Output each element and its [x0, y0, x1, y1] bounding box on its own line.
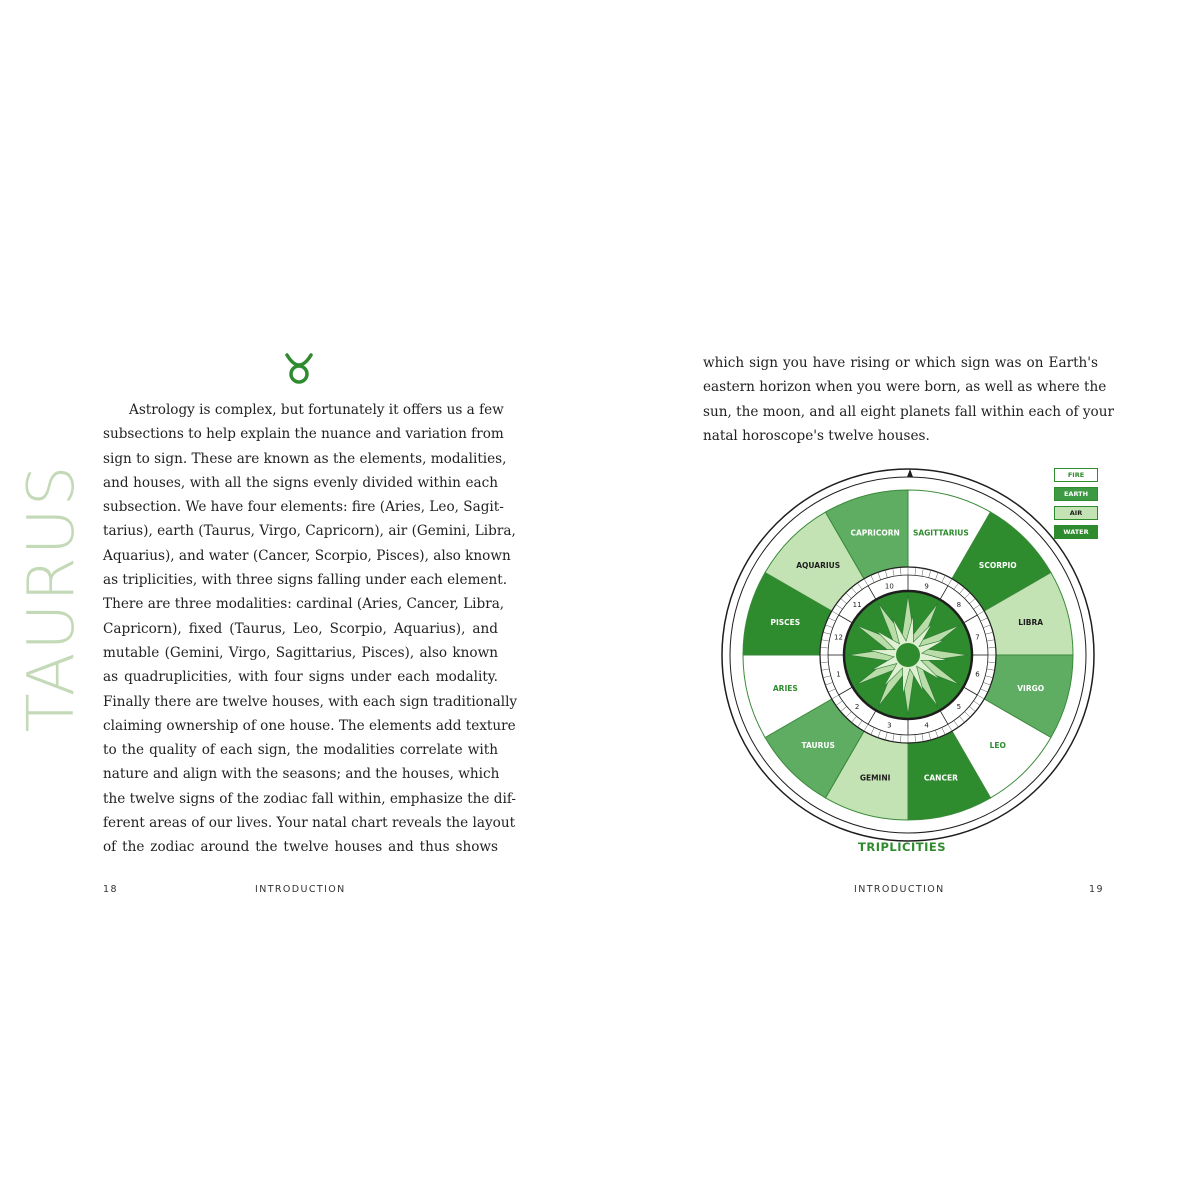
figure-caption: TRIPLICITIES	[858, 840, 946, 854]
sign-label-pisces: PISCES	[770, 618, 801, 628]
legend-item-earth: EARTH	[1054, 487, 1098, 501]
text-line: mutable (Gemini, Virgo, Sagittarius, Pisces), also known	[103, 644, 498, 661]
house-number: 4	[924, 721, 929, 730]
text-line: tarius), earth (Taurus, Virgo, Capricorn), air (Gemini, Libra,	[103, 523, 516, 540]
left-body-text	[103, 398, 518, 860]
page-number-right: 19	[1089, 884, 1104, 895]
text-line: Aquarius), and water (Cancer, Scorpio, Pisces), also known	[103, 547, 511, 564]
house-number: 3	[887, 721, 892, 730]
text-line: ferent areas of our lives. Your natal chart reveals the layout	[103, 815, 516, 832]
house-number: 11	[852, 601, 862, 610]
sign-label-taurus: TAURUS	[801, 740, 835, 750]
text-line: nature and align with the seasons; and the houses, which	[103, 766, 500, 783]
text-line: sun, the moon, and all eight planets fall within each of your	[703, 403, 1114, 420]
text-line: to the quality of each sign, the modalities correlate with	[103, 742, 498, 759]
text-line: claiming ownership of one house. The elements add texture	[103, 717, 516, 734]
legend-item-air: AIR	[1054, 506, 1098, 520]
text-line: Capricorn), fixed (Taurus, Leo, Scorpio, Aquarius), and	[103, 620, 498, 637]
triplicities-wheel	[718, 465, 1098, 845]
right-page	[600, 0, 1200, 1200]
center-dot	[896, 643, 920, 667]
right-body-text	[703, 351, 1114, 448]
sign-label-virgo: VIRGO	[1017, 683, 1045, 693]
house-number: 6	[975, 670, 980, 679]
running-head-right: INTRODUCTION	[854, 884, 945, 895]
chapter-side-title: TAURUS	[15, 463, 89, 733]
text-line: of the zodiac around the twelve houses and thus shows	[103, 839, 498, 856]
sign-label-libra: LIBRA	[1018, 618, 1044, 628]
sign-label-sagittarius: SAGITTARIUS	[912, 528, 969, 538]
house-number: 8	[956, 601, 962, 610]
text-line: as quadruplicities, with four signs under each modality.	[103, 669, 498, 686]
text-line: which sign you have rising or which sign was on Earth's	[703, 355, 1098, 371]
text-line: natal horoscope's twelve houses.	[703, 427, 930, 444]
house-number: 9	[924, 582, 929, 591]
sign-label-leo: LEO	[989, 740, 1006, 750]
running-head-left: INTRODUCTION	[255, 884, 346, 895]
legend-item-water: WATER	[1054, 525, 1098, 539]
house-number: 5	[956, 702, 962, 711]
text-line: sign to sign. These are known as the elements, modalities,	[103, 450, 507, 467]
text-line: the twelve signs of the zodiac fall within, emphasize the dif-	[103, 790, 516, 807]
sign-label-scorpio: SCORPIO	[978, 561, 1017, 571]
sign-label-cancer: CANCER	[923, 773, 958, 783]
text-line: subsections to help explain the nuance and variation from	[103, 426, 504, 443]
taurus-glyph-icon	[284, 352, 314, 386]
text-line: eastern horizon when you were born, as well as where the	[703, 379, 1107, 396]
element-legend	[1054, 468, 1098, 544]
text-line: subsection. We have four elements: fire (Aries, Leo, Sagit-	[103, 499, 504, 516]
house-number: 10	[884, 582, 894, 591]
legend-item-fire: FIRE	[1054, 468, 1098, 482]
sign-label-capricorn: CAPRICORN	[850, 528, 900, 538]
sign-label-aries: ARIES	[772, 683, 798, 693]
house-number: 1	[836, 670, 841, 679]
text-line: as triplicities, with three signs falling under each element.	[103, 572, 508, 589]
sign-label-aquarius: AQUARIUS	[796, 561, 841, 571]
text-line: There are three modalities: cardinal (Aries, Cancer, Libra,	[103, 596, 505, 613]
house-number: 7	[975, 633, 980, 642]
house-number: 12	[833, 633, 843, 642]
sign-label-gemini: GEMINI	[859, 773, 891, 783]
text-line: Astrology is complex, but fortunately it offers us a few	[129, 402, 504, 418]
text-line: Finally there are twelve houses, with each sign traditionally	[103, 693, 518, 710]
text-line: and houses, with all the signs evenly divided within each	[103, 474, 498, 491]
page-number-left: 18	[103, 884, 118, 895]
house-number: 2	[854, 702, 860, 711]
